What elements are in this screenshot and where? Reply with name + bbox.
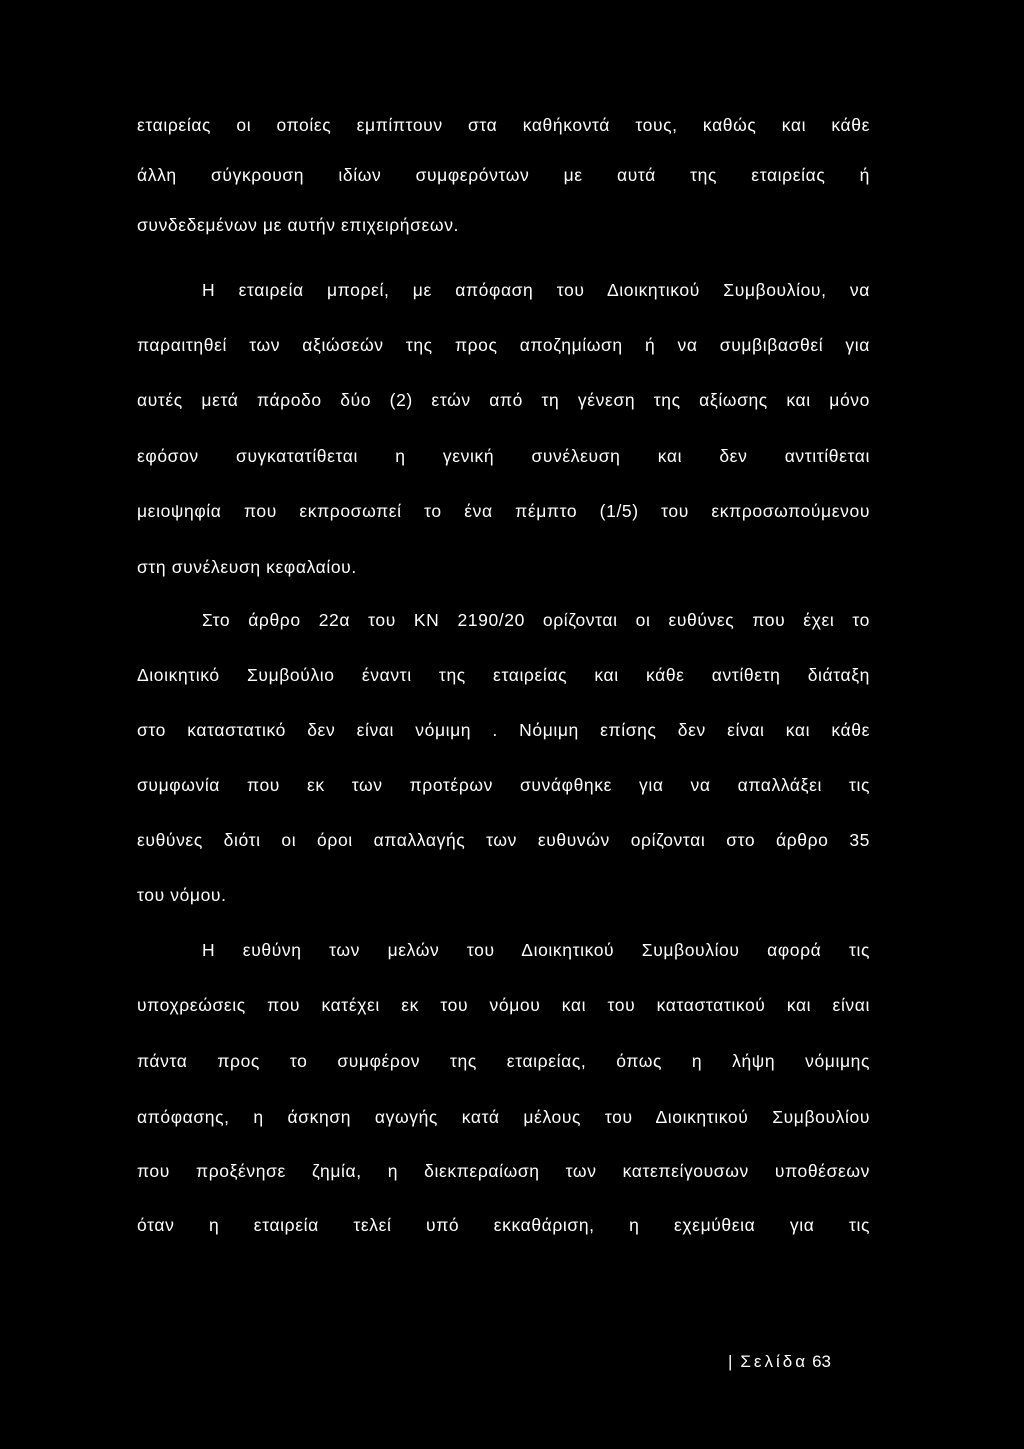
text-line: Στο άρθρο 22α του ΚΝ 2190/20 ορίζονται οι ευθύνες που έχει το <box>202 610 870 630</box>
page-number: 63 <box>812 1352 831 1371</box>
text-line: Η ευθύνη των μελών του Διοικητικού Συμβουλίου αφορά τις <box>202 940 870 960</box>
text-line: Διοικητικό Συμβούλιο έναντι της εταιρείας και κάθε αντίθετη διάταξη <box>137 665 870 685</box>
text-line: που προξένησε ζημία, η διεκπεραίωση των κατεπείγουσων υποθέσεων <box>137 1161 870 1181</box>
text-line: συνδεδεμένων με αυτήν επιχειρήσεων. <box>137 215 460 235</box>
footer-separator: | <box>728 1352 733 1371</box>
text-line: άλλη σύγκρουση ιδίων συμφερόντων με αυτά της εταιρείας ή <box>137 165 870 185</box>
text-line: του νόμου. <box>137 885 227 905</box>
text-line: απόφασης, η άσκηση αγωγής κατά μέλους του Διοικητικού Συμβουλίου <box>137 1107 870 1127</box>
page-label: Σελίδα <box>740 1352 809 1371</box>
text-line: στο καταστατικό δεν είναι νόμιμη . Νόμιμη επίσης δεν είναι και κάθε <box>137 720 870 740</box>
text-line: ευθύνες διότι οι όροι απαλλαγής των ευθυνών ορίζονται στο άρθρο 35 <box>137 830 870 850</box>
text-line: στη συνέλευση κεφαλαίου. <box>137 557 357 577</box>
text-line: όταν η εταιρεία τελεί υπό εκκαθάριση, η εχεμύθεια για τις <box>137 1215 870 1235</box>
page-footer <box>728 1351 831 1373</box>
text-line: πάντα προς το συμφέρον της εταιρείας, όπως η λήψη νόμιμης <box>137 1051 870 1071</box>
text-line: εφόσον συγκατατίθεται η γενική συνέλευση και δεν αντιτίθεται <box>137 446 870 466</box>
text-line: παραιτηθεί των αξιώσεών της προς αποζημίωση ή να συμβιβασθεί για <box>137 335 870 355</box>
text-line: συμφωνία που εκ των προτέρων συνάφθηκε για να απαλλάξει τις <box>137 775 870 795</box>
text-line: Η εταιρεία μπορεί, με απόφαση του Διοικητικού Συμβουλίου, να <box>202 280 870 300</box>
text-line: μειοψηφία που εκπροσωπεί το ένα πέμπτο (1/5) του εκπροσωπούμενου <box>137 501 870 521</box>
text-line: αυτές μετά πάροδο δύο (2) ετών από τη γένεση της αξίωσης και μόνο <box>137 390 870 410</box>
text-line: υποχρεώσεις που κατέχει εκ του νόμου και του καταστατικού και είναι <box>137 995 870 1015</box>
text-line: εταιρείας οι οποίες εμπίπτουν στα καθήκοντά τους, καθώς και κάθε <box>137 115 870 135</box>
